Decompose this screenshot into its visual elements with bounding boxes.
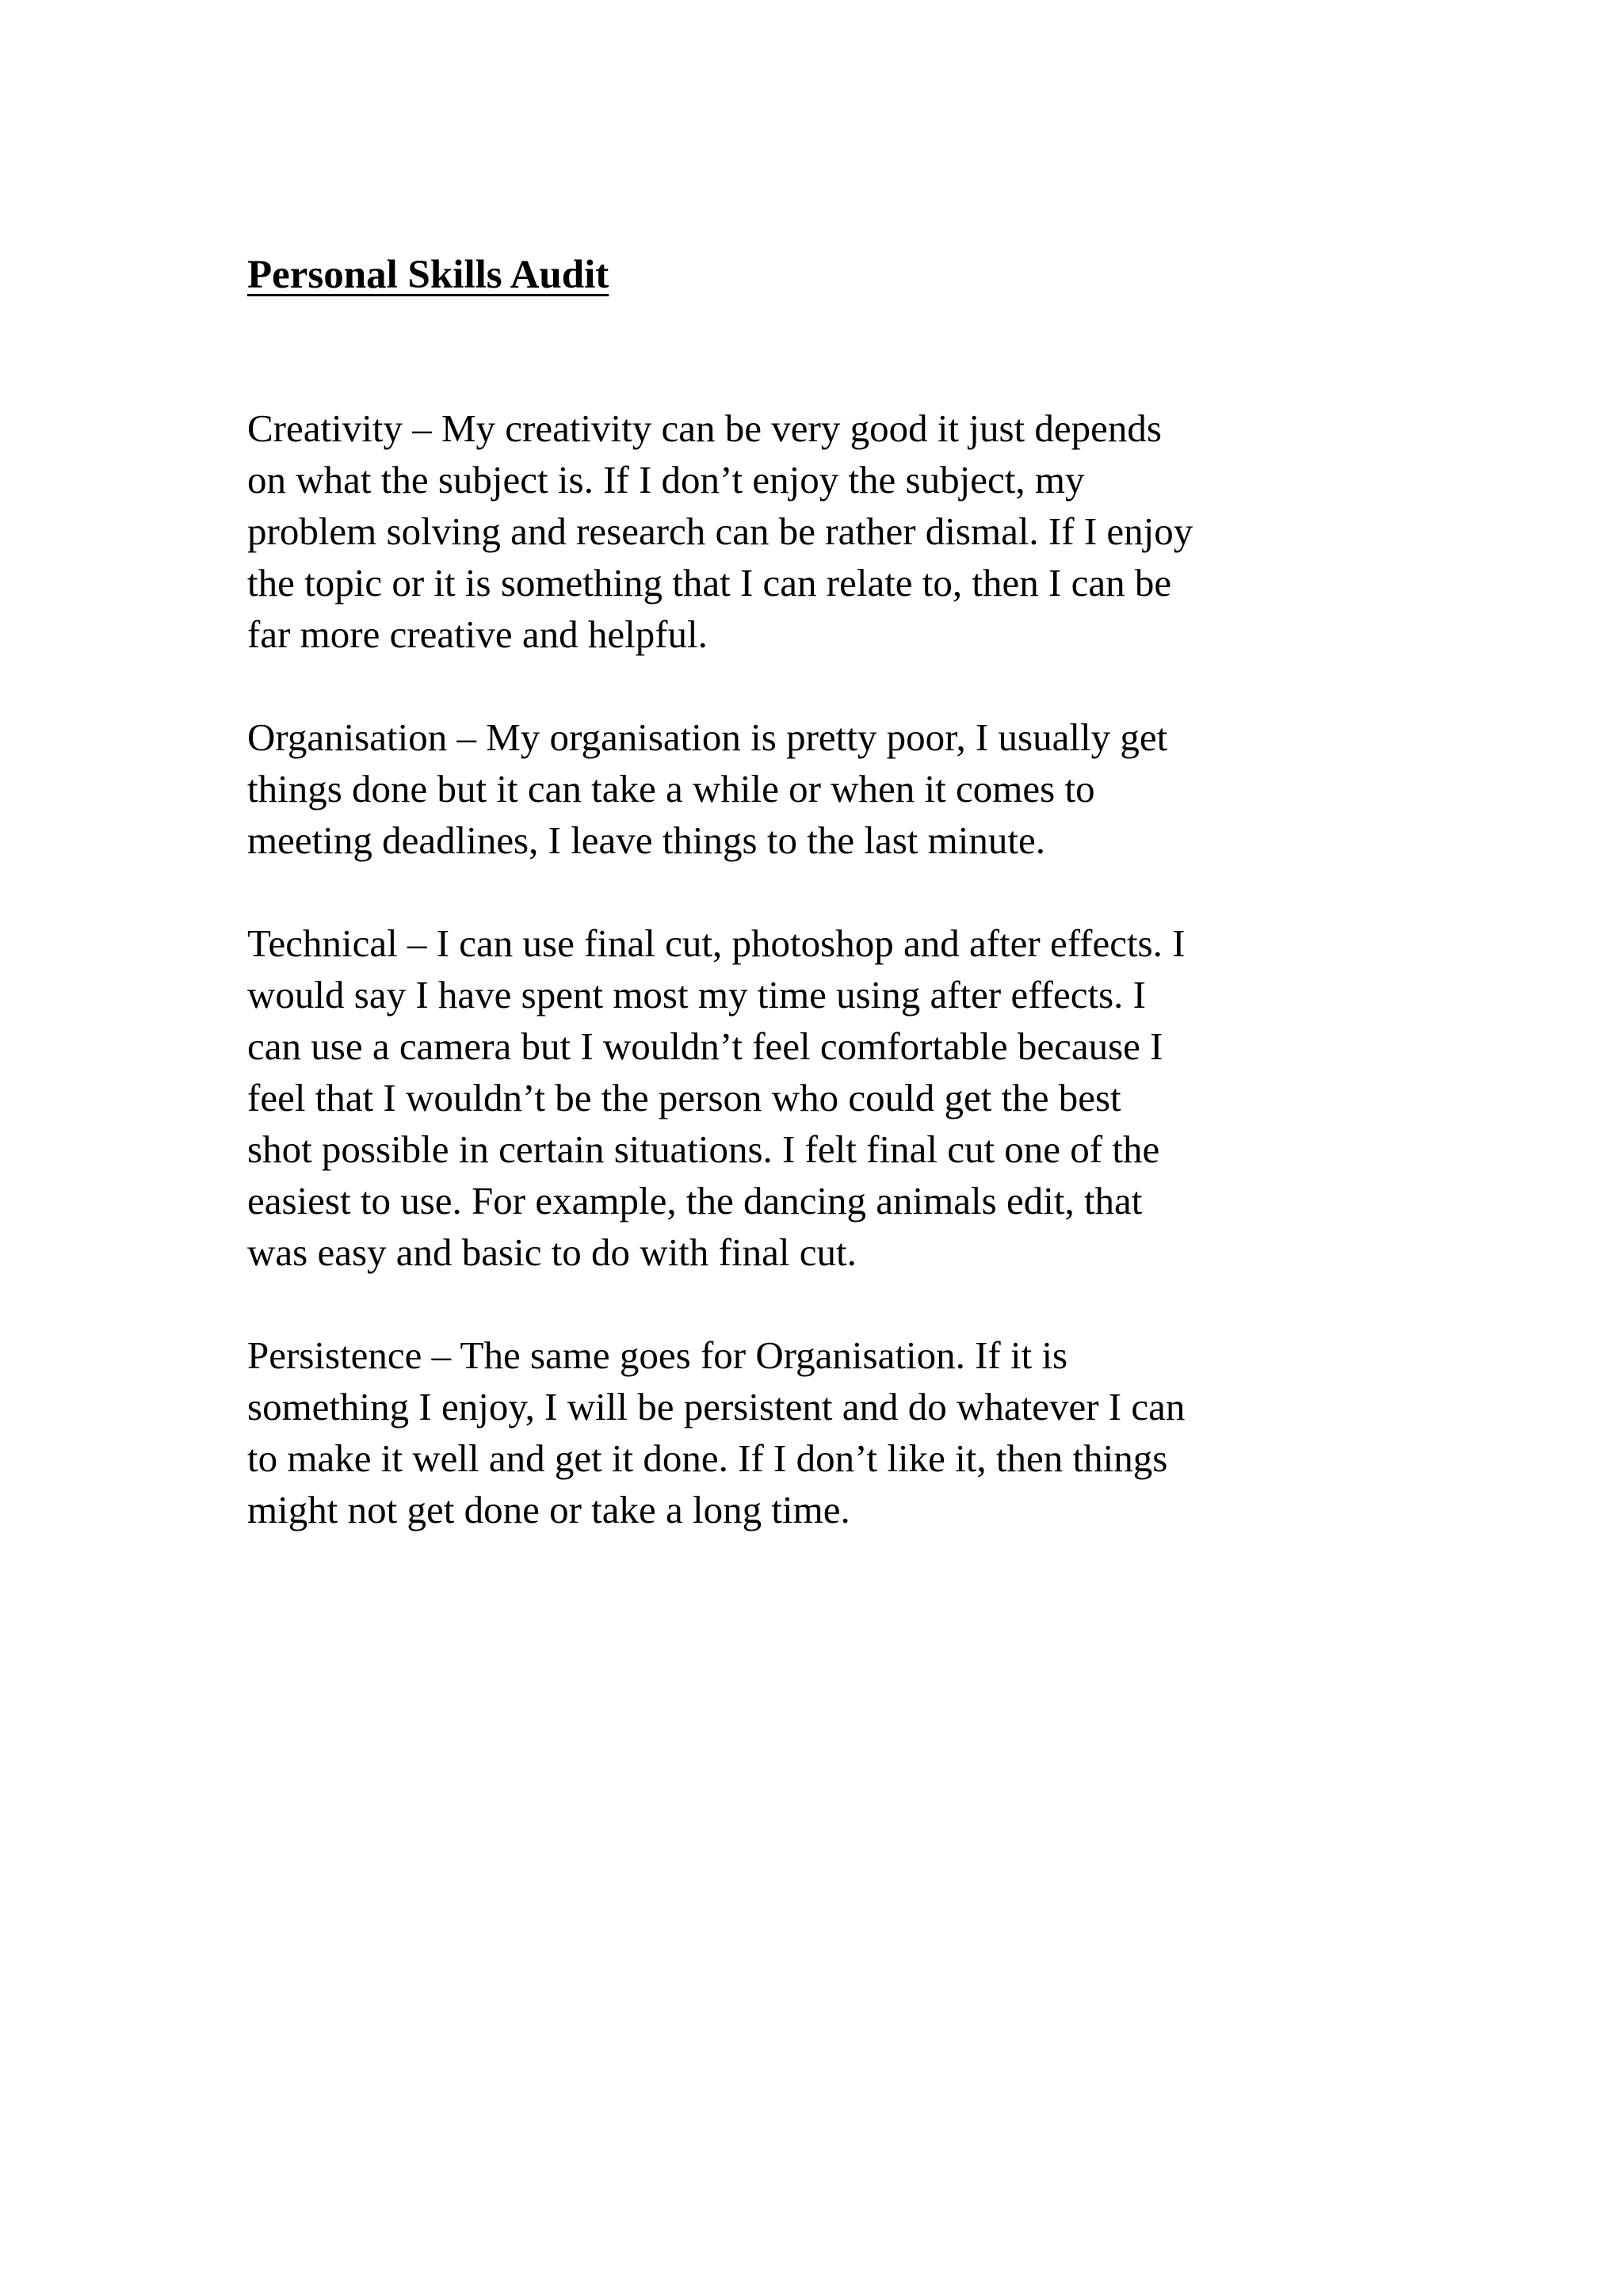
paragraph-line: was easy and basic to do with final cut. [247,1230,857,1274]
paragraph-creativity [247,402,1420,660]
document-title: Personal Skills Audit [247,253,609,297]
paragraph-line: would say I have spent most my time using after effects. I [247,973,1146,1016]
paragraph-line: to make it well and get it done. If I don’t like it, then things [247,1436,1168,1480]
paragraph-line: on what the subject is. If I don’t enjoy the subject, my [247,458,1085,502]
paragraph-line: far more creative and helpful. [247,612,708,656]
paragraph-line: Organisation – My organisation is pretty poor, I usually get [247,715,1168,759]
paragraph-line: might not get done or take a long time. [247,1488,850,1531]
paragraph-persistence [247,1329,1420,1535]
paragraph-line: Creativity – My creativity can be very good it just depends [247,406,1162,450]
paragraph-line: problem solving and research can be rather dismal. If I enjoy [247,509,1193,553]
paragraph-line: Persistence – The same goes for Organisation. If it is [247,1333,1068,1377]
paragraph-line: things done but it can take a while or when it comes to [247,767,1095,810]
paragraph-line: easiest to use. For example, the dancing animals edit, that [247,1179,1143,1222]
paragraph-line: Technical – I can use final cut, photoshop and after effects. I [247,921,1186,965]
paragraph-line: meeting deadlines, I leave things to the last minute. [247,818,1045,862]
paragraph-organisation [247,711,1420,866]
paragraph-technical [247,917,1420,1278]
paragraph-line: feel that I wouldn’t be the person who could get the best [247,1076,1121,1119]
paragraph-line: something I enjoy, I will be persistent and do whatever I can [247,1385,1186,1428]
paragraph-line: shot possible in certain situations. I felt final cut one of the [247,1127,1160,1171]
document-body [247,247,1420,1535]
paragraph-line: can use a camera but I wouldn’t feel comfortable because I [247,1024,1163,1068]
paragraph-line: the topic or it is something that I can relate to, then I can be [247,561,1172,605]
